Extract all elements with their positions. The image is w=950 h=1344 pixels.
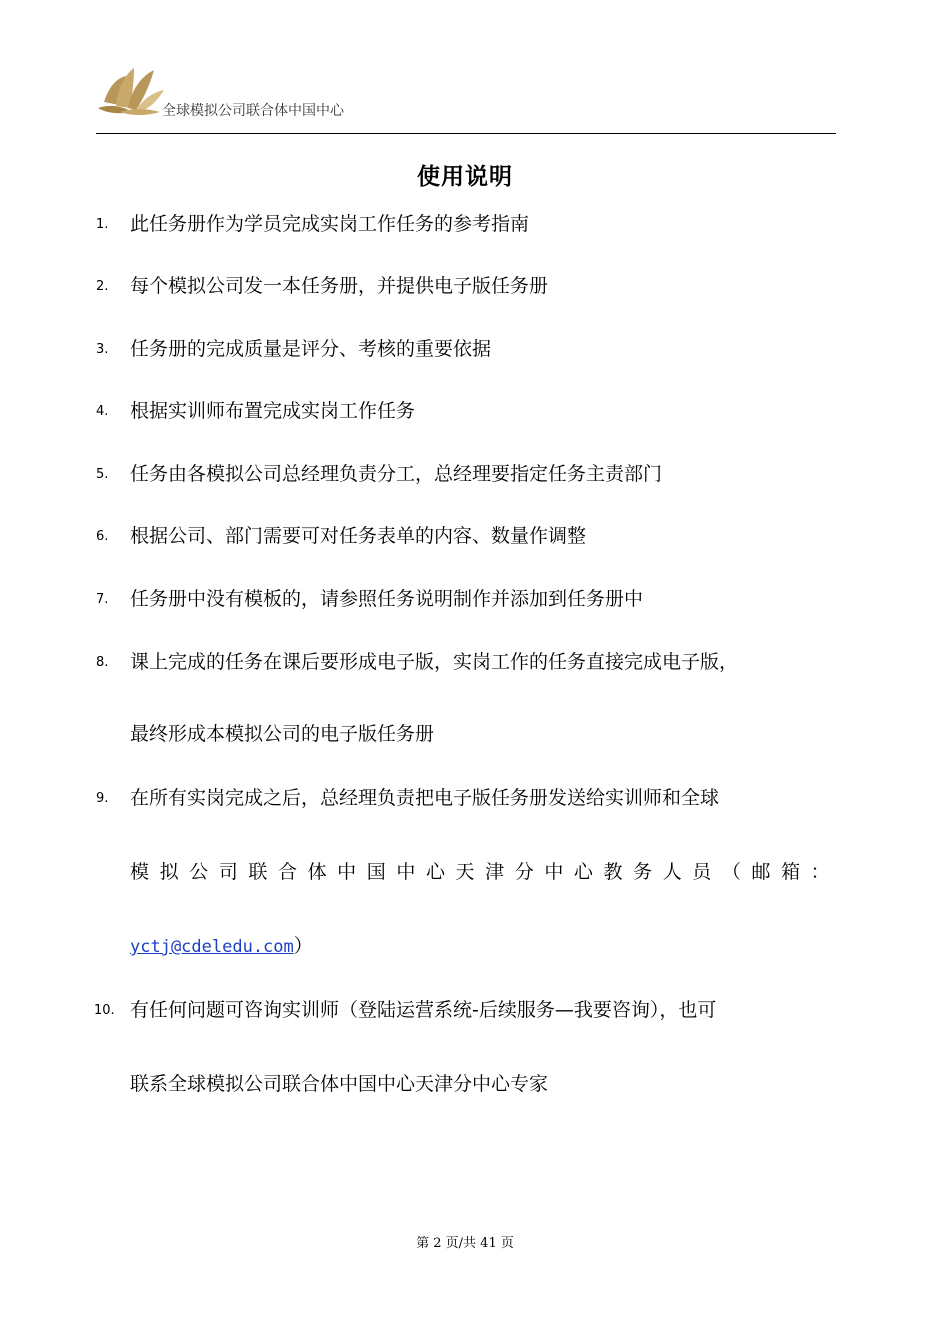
email-link[interactable]: yctj@cdeledu.com [130, 937, 294, 957]
spread-char: 体 [307, 861, 327, 883]
item-number: 1. [96, 217, 109, 232]
item-text: 有任何问题可咨询实训师（登陆运营系统-后续服务—我要咨询），也可 [130, 999, 717, 1021]
email-line [130, 934, 313, 959]
spread-char: 心 [573, 861, 593, 883]
page-title: 使用说明 [417, 164, 513, 190]
item-text: 根据公司、部门需要可对任务表单的内容、数量作调整 [130, 525, 587, 547]
spread-char: （ [721, 861, 741, 883]
spread-char: 津 [485, 861, 505, 883]
item-number: 3. [96, 342, 109, 357]
spread-char: 中 [544, 861, 564, 883]
item-number: 10. [94, 1003, 115, 1018]
spread-char: 教 [603, 861, 623, 883]
lotus-logo-icon [96, 62, 166, 118]
spread-char: 务 [633, 861, 653, 883]
item-text: 根据实训师布置完成实岗工作任务 [130, 400, 416, 422]
item-text: 每个模拟公司发一本任务册，并提供电子版任务册 [130, 275, 549, 297]
item-number: 9. [96, 791, 109, 806]
header-divider [96, 133, 836, 134]
spread-char: 员 [692, 861, 712, 883]
spread-char: 国 [366, 861, 386, 883]
spread-char: 天 [455, 861, 475, 883]
page-number: 第 2 页/共 41 页 [416, 1236, 514, 1251]
spread-char: 模 [130, 861, 150, 883]
spread-char: 邮 [751, 861, 771, 883]
item-text: 任务册的完成质量是评分、考核的重要依据 [130, 338, 492, 360]
item-number: 5. [96, 467, 109, 482]
spread-char: 中 [337, 861, 357, 883]
item-text-continued: 联系全球模拟公司联合体中国中心天津分中心专家 [130, 1073, 549, 1095]
item-text: 此任务册作为学员完成实岗工作任务的参考指南 [130, 213, 530, 235]
spread-char: 中 [396, 861, 416, 883]
item-text: 任务由各模拟公司总经理负责分工，总经理要指定任务主责部门 [130, 463, 663, 485]
spread-char: 公 [189, 861, 209, 883]
spread-char: 分 [514, 861, 534, 883]
item-number: 4. [96, 404, 109, 419]
spread-char: 心 [425, 861, 445, 883]
item-text: 在所有实岗完成之后，总经理负责把电子版任务册发送给实训师和全球 [130, 787, 720, 809]
org-name: 全球模拟公司联合体中国中心 [162, 103, 344, 119]
item-text-continued [130, 860, 830, 884]
item-text: 课上完成的任务在课后要形成电子版，实岗工作的任务直接完成电子版， [130, 651, 739, 673]
item-number: 7. [96, 592, 109, 607]
spread-char: 箱 [781, 861, 801, 883]
spread-char: 合 [277, 861, 297, 883]
item-text-continued: 最终形成本模拟公司的电子版任务册 [130, 723, 435, 745]
item-number: 2. [96, 279, 109, 294]
item-text: 任务册中没有模板的，请参照任务说明制作并添加到任务册中 [130, 588, 644, 610]
email-closing-paren: ） [293, 935, 313, 957]
item-number: 6. [96, 529, 109, 544]
spread-char: 联 [248, 861, 268, 883]
spread-char: 人 [662, 861, 682, 883]
item-number: 8. [96, 655, 109, 670]
page-header [96, 62, 836, 136]
spread-char: 拟 [159, 861, 179, 883]
spread-char: 司 [218, 861, 238, 883]
spread-char: ： [810, 861, 830, 883]
